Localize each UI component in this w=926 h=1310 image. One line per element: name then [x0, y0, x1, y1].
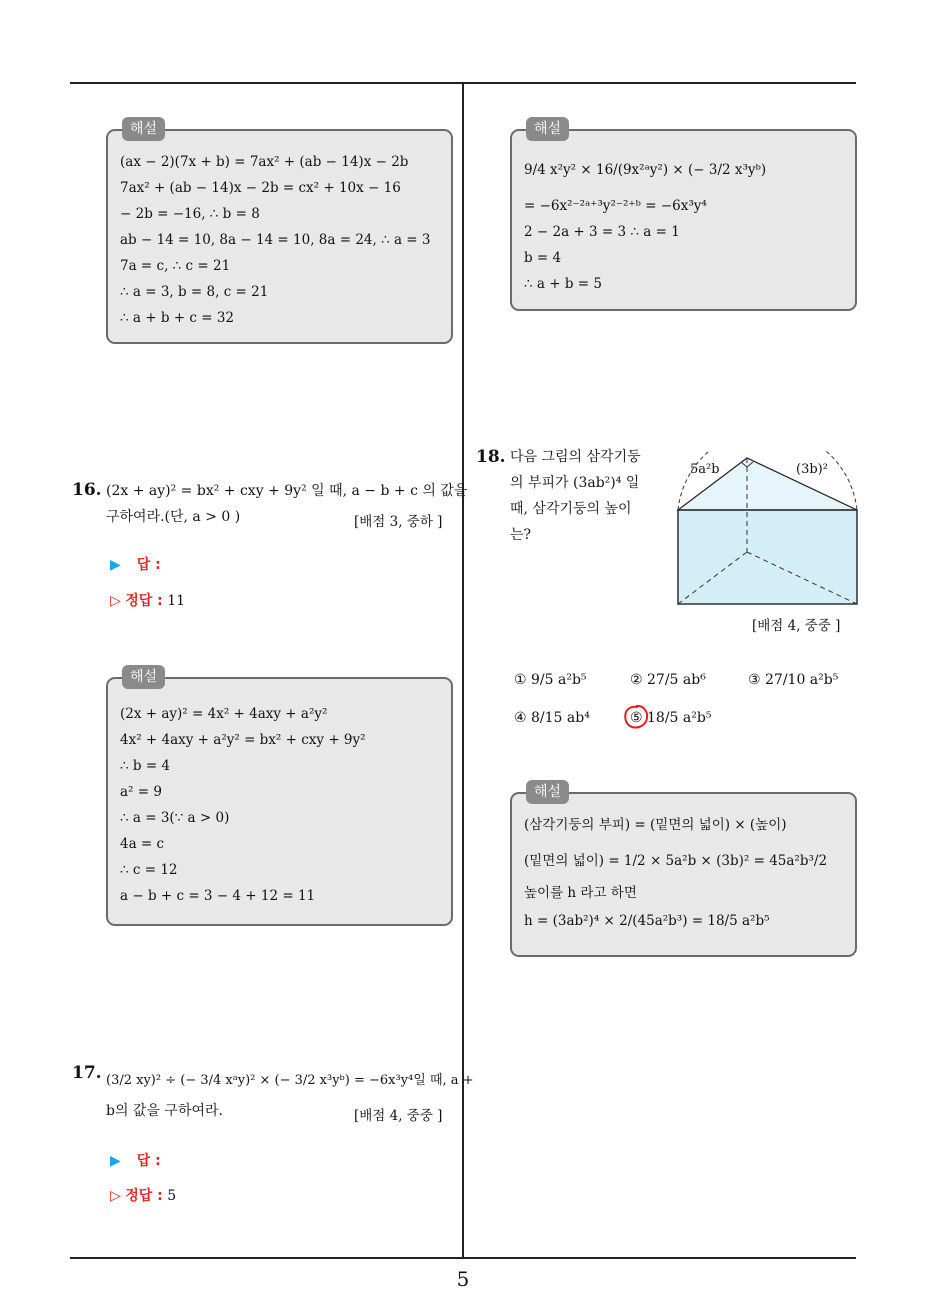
question-number-17: 17.: [72, 1063, 102, 1083]
option-mark: ④: [514, 710, 527, 726]
answer-label: 답 :: [136, 1153, 161, 1169]
solution-line: ∴ a = 3, b = 8, c = 21: [120, 284, 269, 300]
outline-triangle-icon: ▷: [110, 1188, 121, 1204]
question-number-18: 18.: [476, 447, 506, 467]
solution-line: 7ax² + (ab − 14)x − 2b = cx² + 10x − 16: [120, 180, 401, 196]
play-triangle-icon: ▶: [110, 1153, 121, 1169]
solution-line: 높이를 h 라고 하면: [524, 885, 637, 901]
solution-box-16: [106, 669, 453, 926]
option-2[interactable]: [630, 672, 706, 688]
solution-line: ∴ c = 12: [120, 862, 178, 878]
option-4[interactable]: [514, 710, 590, 726]
option-3[interactable]: [748, 672, 838, 688]
page-number: 5: [456, 1267, 470, 1291]
solution-line: a² = 9: [120, 784, 162, 800]
play-triangle-icon: ▶: [110, 557, 121, 573]
correct-answer-row-17: [110, 1185, 176, 1205]
solution-line: 2 − 2a + 3 = 3 ∴ a = 1: [524, 224, 680, 240]
solution-line: (ax − 2)(7x + b) = 7ax² + (ab − 14)x − 2b: [120, 154, 409, 170]
option-mark: ⑤: [630, 710, 643, 726]
correct-value: 5: [167, 1188, 177, 1204]
solution-line: (2x + ay)² = 4x² + 4axy + a²y²: [120, 706, 328, 722]
question-18-text-line: 때, 삼각기둥의 높이: [510, 501, 632, 517]
question-16-text-line1: (2x + ay)² = bx² + cxy + 9y² 일 때, a − b + c 의 값을: [106, 483, 468, 499]
solution-line: h = (3ab²)⁴ × 2/(45a²b³) = 18/5 a²b⁵: [524, 913, 770, 929]
solution-box-15: [106, 121, 453, 344]
option-mark: ①: [514, 672, 527, 688]
solution-box-18: [510, 784, 857, 957]
solution-line: = −6x²⁻²ᵃ⁺³y²⁻²⁺ᵇ = −6x³y⁴: [524, 198, 707, 214]
option-text: 18/5 a²b⁵: [647, 710, 712, 726]
option-1[interactable]: [514, 672, 587, 688]
solution-line: a − b + c = 3 − 4 + 12 = 11: [120, 888, 316, 904]
question-17-score: [배점 4, 중중 ]: [354, 1108, 443, 1124]
question-18-text-line: 다음 그림의 삼각기둥: [510, 449, 641, 465]
correct-answer-row-16: [110, 590, 185, 610]
option-text: 8/15 ab⁴: [531, 710, 590, 726]
correct-circle-mark-icon: [622, 703, 650, 731]
figure-label-right: (3b)²: [796, 462, 828, 477]
question-18-text-line: 는?: [510, 527, 532, 543]
figure-label-left: 5a²b: [690, 462, 720, 477]
solution-line: ∴ a = 3(∵ a > 0): [120, 810, 230, 826]
option-mark: ②: [630, 672, 643, 688]
option-mark: ③: [748, 672, 761, 688]
answer-label: 답 :: [136, 557, 161, 573]
question-number-16: 16.: [72, 480, 102, 500]
option-text: 9/5 a²b⁵: [531, 672, 587, 688]
question-18-text-line: 의 부피가 (3ab²)⁴ 일: [510, 475, 640, 491]
correct-label: 정답 :: [125, 1188, 163, 1204]
solution-line: ∴ a + b = 5: [524, 276, 602, 292]
solution-line: − 2b = −16, ∴ b = 8: [120, 206, 260, 222]
answer-row-16: [110, 554, 161, 574]
solution-tag: 해설: [122, 117, 165, 141]
solution-tag: 해설: [526, 117, 569, 141]
solution-tag: 해설: [122, 665, 165, 689]
question-17-text-line2: b의 값을 구하여라.: [106, 1103, 223, 1119]
solution-line: b = 4: [524, 250, 562, 266]
solution-tag: 해설: [526, 780, 569, 804]
solution-line: 4x² + 4axy + a²y² = bx² + cxy + 9y²: [120, 732, 366, 748]
outline-triangle-icon: ▷: [110, 593, 121, 609]
option-text: 27/5 ab⁶: [647, 672, 706, 688]
solution-line: 7a = c, ∴ c = 21: [120, 258, 231, 274]
question-18-score: [배점 4, 중중 ]: [752, 618, 841, 634]
solution-line: ∴ a + b + c = 32: [120, 310, 234, 326]
solution-line: ab − 14 = 10, 8a − 14 = 10, 8a = 24, ∴ a = 3: [120, 232, 431, 248]
question-16-score: [배점 3, 중하 ]: [354, 514, 443, 530]
correct-value: 11: [167, 593, 186, 609]
option-text: 27/10 a²b⁵: [765, 672, 839, 688]
solution-box-14: [510, 121, 857, 311]
answer-row-17: [110, 1150, 161, 1170]
question-16-text-line2: 구하여라.(단, a > 0 ): [106, 509, 241, 525]
solution-line: (삼각기둥의 부피) = (밑면의 넓이) × (높이): [524, 817, 787, 833]
solution-line: (밑면의 넓이) = 1/2 × 5a²b × (3b)² = 45a²b³/2: [524, 853, 828, 869]
solution-line: 4a = c: [120, 836, 165, 852]
question-17-text-line1: (3/2 xy)² ÷ (− 3/4 xᵃy)² × (− 3/2 x³yᵇ) = −6x³y⁴일 때, a +: [106, 1073, 474, 1088]
correct-label: 정답 :: [125, 593, 163, 609]
solution-line: ∴ b = 4: [120, 758, 171, 774]
solution-line: 9/4 x²y² × 16/(9x²ᵃy²) × (− 3/2 x³yᵇ): [524, 162, 767, 178]
